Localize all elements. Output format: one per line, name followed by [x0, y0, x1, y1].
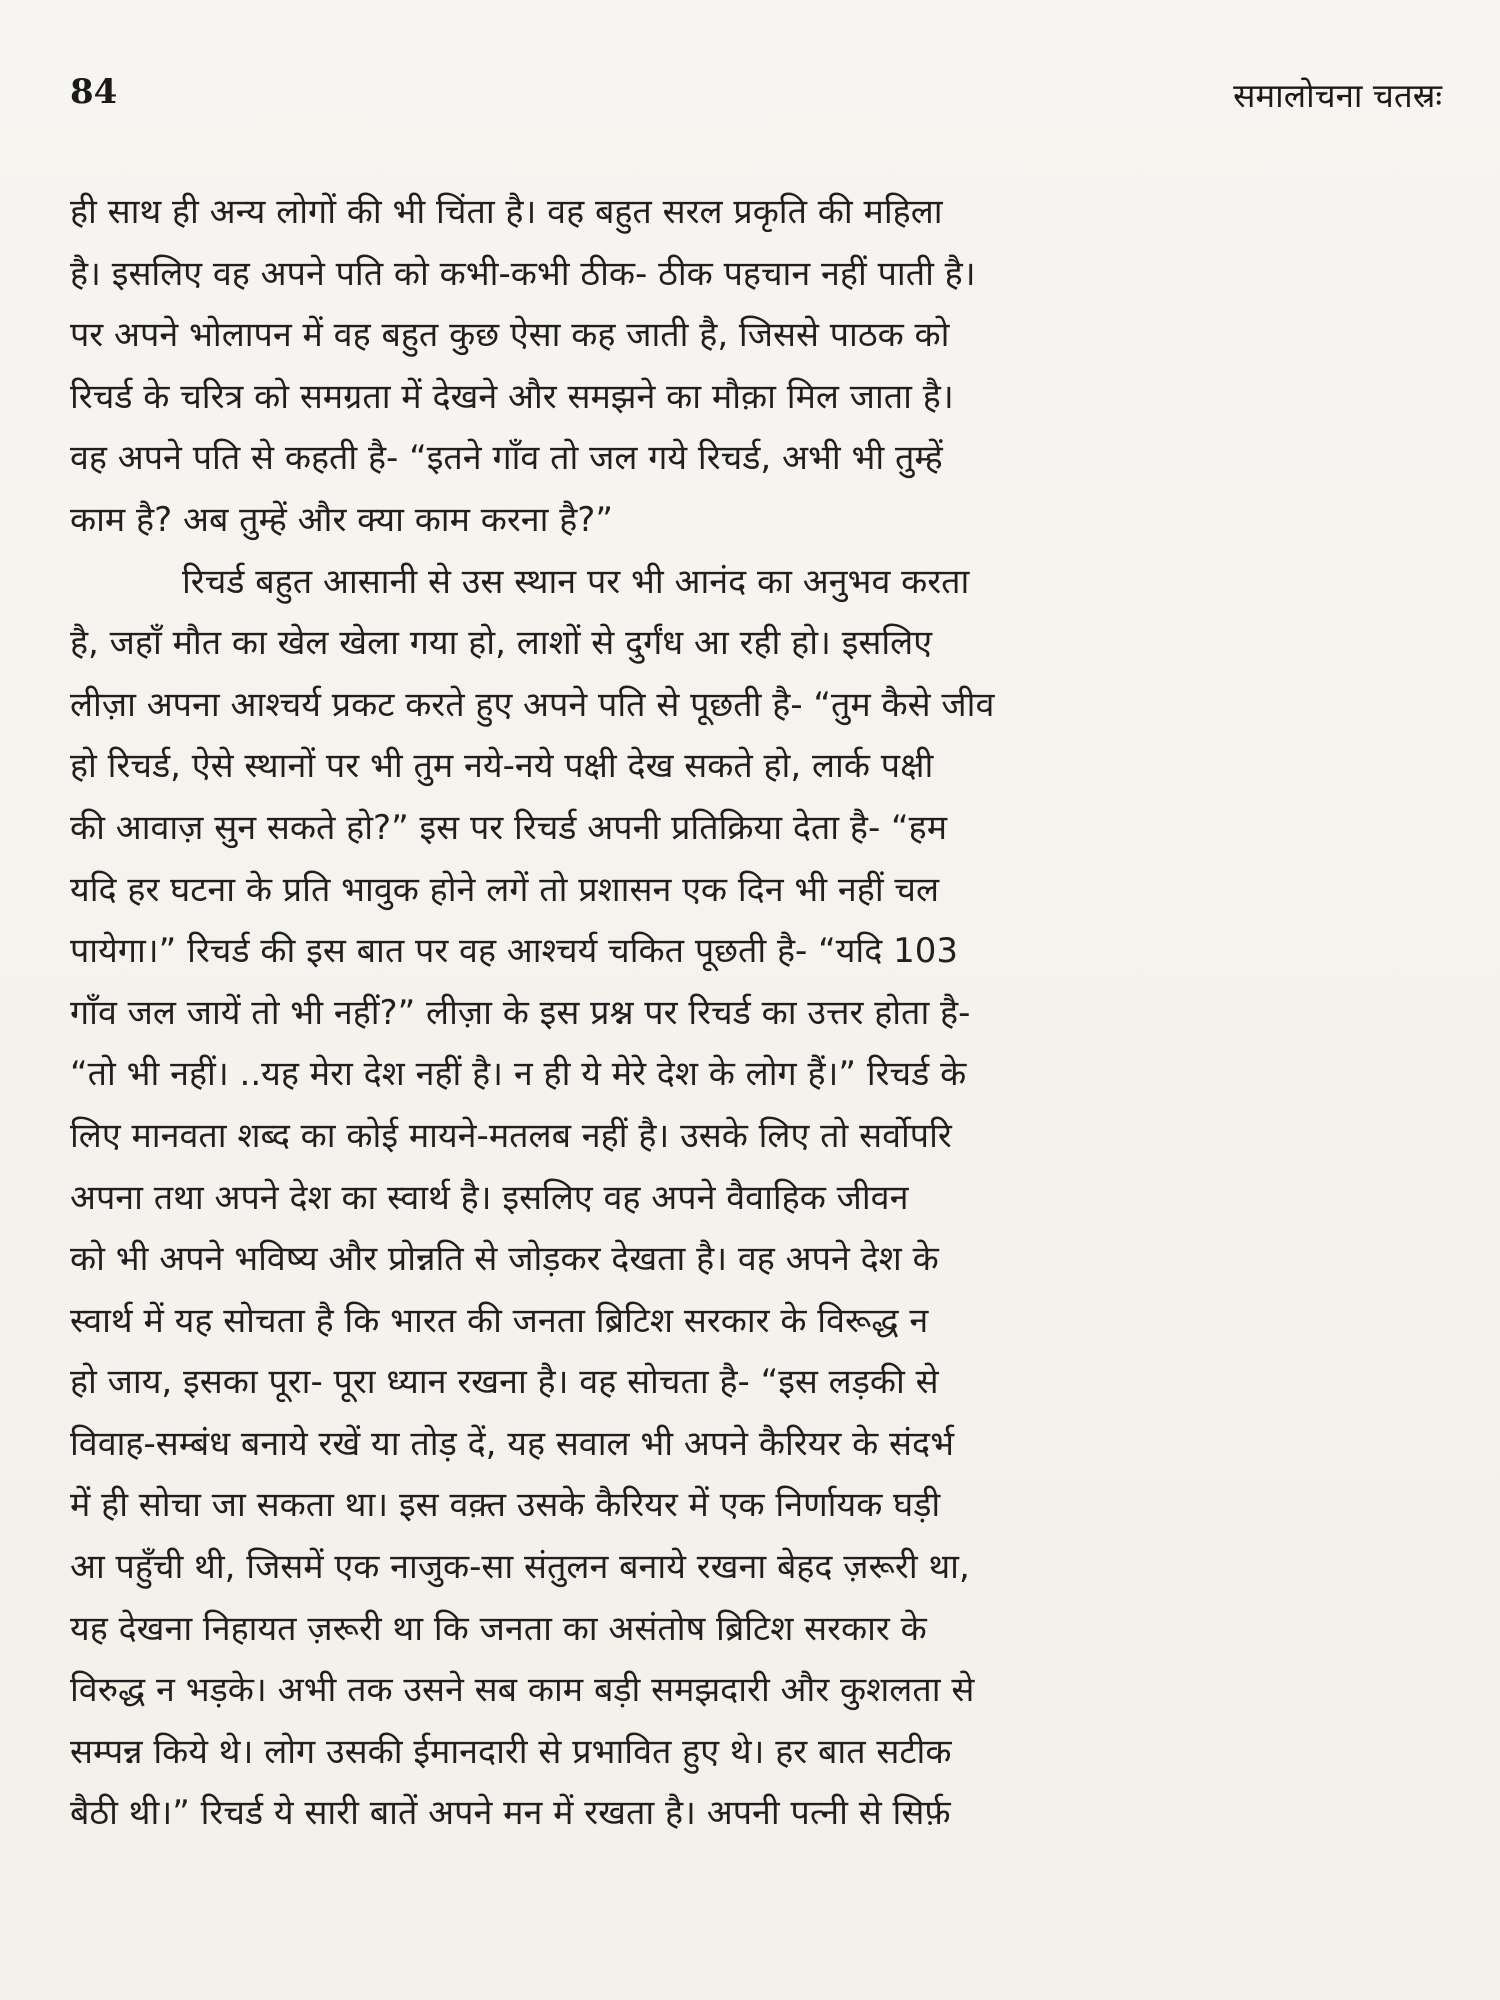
text-line: आ पहुँची थी, जिसमें एक नाजुक-सा संतुलन बनाये रखना बेहद ज़रूरी था,: [70, 1547, 970, 1588]
text-line: विरुद्ध न भड़के। अभी तक उसने सब काम बड़ी समझदारी और कुशलता से: [70, 1670, 975, 1711]
text-line: “तो भी नहीं। ..यह मेरा देश नहीं है। न ही ये मेरे देश के लोग हैं।” रिचर्ड के: [70, 1054, 967, 1095]
text-line: गाँव जल जायें तो भी नहीं?” लीज़ा के इस प्रश्न पर रिचर्ड का उत्तर होता है-: [70, 992, 971, 1033]
text-line: सम्पन्न किये थे। लोग उसकी ईमानदारी से प्रभावित हुए थे। हर बात सटीक: [70, 1731, 952, 1772]
text-line: लीज़ा अपना आश्चर्य प्रकट करते हुए अपने पति से पूछती है- “तुम कैसे जीव: [70, 684, 995, 725]
text-line: हो जाय, इसका पूरा- पूरा ध्यान रखना है। वह सोचता है- “इस लड़की से: [70, 1362, 939, 1403]
text-line: में ही सोचा जा सकता था। इस वक़्त उसके कैरियर में एक निर्णायक घड़ी: [70, 1485, 941, 1526]
running-title: समालोचना चतस्रः: [1233, 76, 1442, 115]
text-line: पर अपने भोलापन में वह बहुत कुछ ऐसा कह जाती है, जिससे पाठक को: [70, 315, 950, 356]
text-line: है, जहाँ मौत का खेल खेला गया हो, लाशों से दुर्गंध आ रही हो। इसलिए: [70, 623, 933, 664]
text-line: बैठी थी।” रिचर्ड ये सारी बातें अपने मन में रखता है। अपनी पत्नी से सिर्फ़: [70, 1793, 951, 1834]
page-number: 84: [70, 72, 118, 112]
text-line: स्वार्थ में यह सोचता है कि भारत की जनता ब्रिटिश सरकार के विरूद्ध न: [70, 1300, 929, 1341]
text-line: हो रिचर्ड, ऐसे स्थानों पर भी तुम नये-नये पक्षी देख सकते हो, लार्क पक्षी: [70, 746, 934, 787]
body-text: [70, 182, 1450, 1845]
text-line: यह देखना निहायत ज़रूरी था कि जनता का असंतोष ब्रिटिश सरकार के: [70, 1608, 927, 1649]
text-line: को भी अपने भविष्य और प्रोन्नति से जोड़कर देखता है। वह अपने देश के: [70, 1239, 939, 1280]
text-line: की आवाज़ सुन सकते हो?” इस पर रिचर्ड अपनी प्रतिक्रिया देता है- “हम: [70, 807, 948, 848]
text-line: यदि हर घटना के प्रति भावुक होने लगें तो प्रशासन एक दिन भी नहीं चल: [70, 869, 940, 910]
text-line: लिए मानवता शब्द का कोई मायने-मतलब नहीं है। उसके लिए तो सर्वोपरि: [70, 1115, 952, 1156]
text-line: काम है? अब तुम्हें और क्या काम करना है?”: [70, 499, 613, 540]
text-line: अपना तथा अपने देश का स्वार्थ है। इसलिए वह अपने वैवाहिक जीवन: [70, 1177, 909, 1218]
text-line: पायेगा।” रिचर्ड की इस बात पर वह आश्चर्य चकित पूछती है- “यदि 103: [70, 931, 958, 972]
text-line: विवाह-सम्बंध बनाये रखें या तोड़ दें, यह सवाल भी अपने कैरियर के संदर्भ: [70, 1423, 954, 1464]
page-header: [70, 72, 1442, 122]
text-line: है। इसलिए वह अपने पति को कभी-कभी ठीक- ठीक पहचान नहीं पाती है।: [70, 253, 976, 294]
text-line: ही साथ ही अन्य लोगों की भी चिंता है। वह बहुत सरल प्रकृति की महिला: [70, 192, 943, 232]
text-line: वह अपने पति से कहती है- “इतने गाँव तो जल गये रिचर्ड, अभी भी तुम्हें: [70, 438, 943, 479]
text-line: रिचर्ड के चरित्र को समग्रता में देखने और समझने का मौक़ा मिल जाता है।: [70, 376, 954, 417]
paragraph-start-line: रिचर्ड बहुत आसानी से उस स्थान पर भी आनंद का अनुभव करता: [182, 561, 970, 602]
